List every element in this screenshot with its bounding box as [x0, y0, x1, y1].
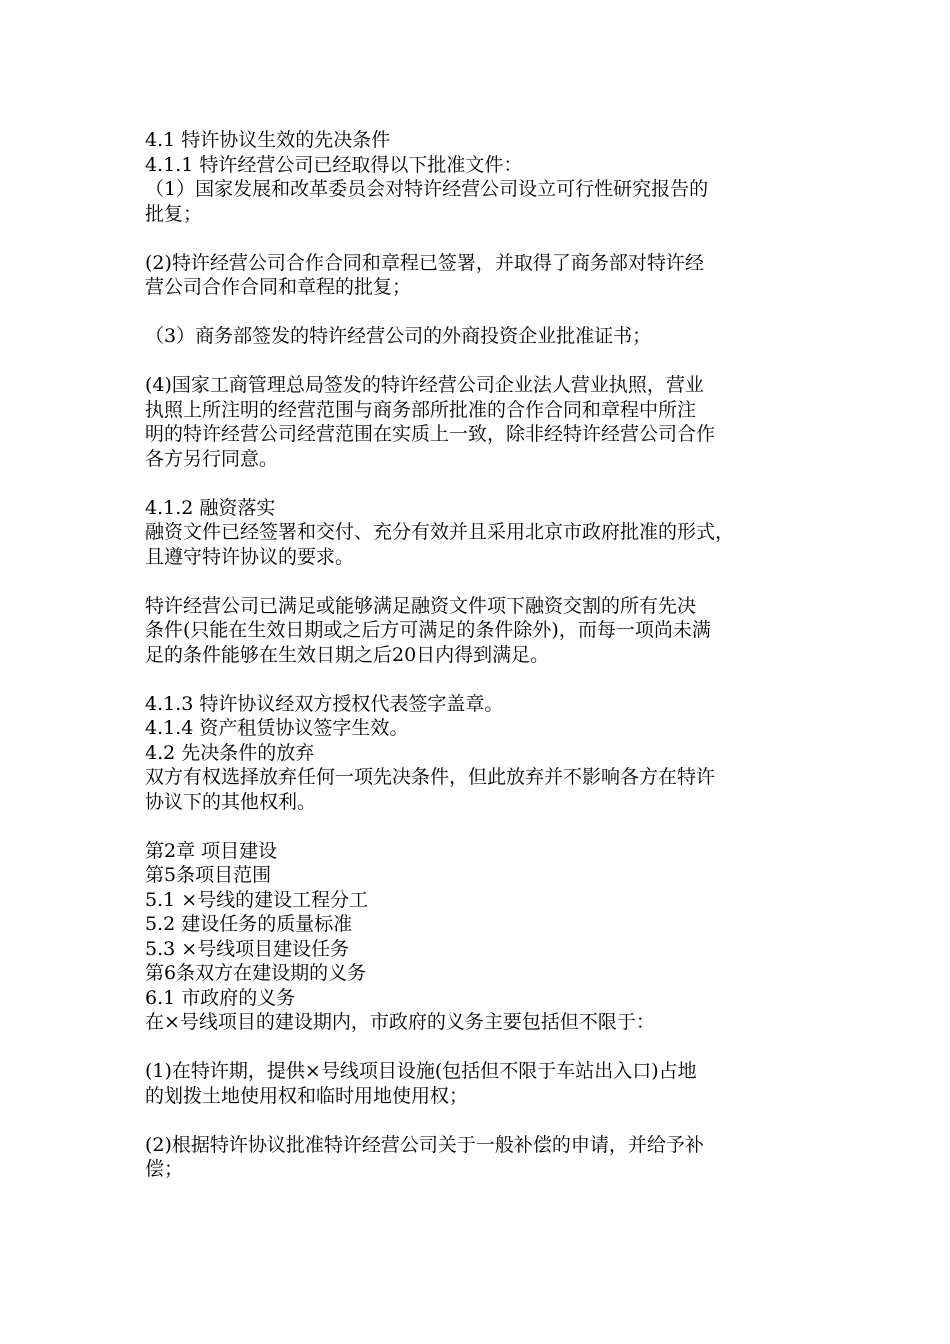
text-line: 5.1 ×号线的建设工程分工 — [145, 888, 369, 911]
blank-line — [145, 814, 825, 839]
text-line: 且遵守特许协议的要求。 — [145, 545, 355, 568]
text-line: 的划拨土地使用权和临时用地使用权； — [145, 1084, 469, 1107]
blank-line — [145, 226, 825, 251]
text-line: 5.2 建设任务的质量标准 — [145, 913, 353, 935]
text-line: (2)特许经营公司合作合同和章程已签署，并取得了商务部对特许经 — [145, 251, 704, 274]
text-line: (2)根据特许协议批准特许经营公司关于一般补偿的申请，并给予补 — [145, 1133, 704, 1156]
blank-line — [145, 471, 825, 496]
text-line: 融资文件已经签署和交付、充分有效并且采用北京市政府批准的形式， — [145, 521, 735, 543]
text-line: （3）商务部签发的特许经营公司的外商投资企业批准证书； — [145, 325, 652, 347]
text-line: 各方另行同意。 — [145, 447, 279, 470]
text-line: 4.1.4 资产租赁协议签字生效。 — [145, 717, 409, 739]
blank-line — [145, 667, 825, 692]
text-line: 双方有权选择放弃任何一项先决条件，但此放弃并不影响各方在特许 — [145, 766, 716, 788]
text-line: 明的特许经营公司经营范围在实质上一致，除非经特许经营公司合作 — [145, 423, 716, 445]
text-line: 4.2 先决条件的放弃 — [145, 741, 315, 764]
text-line: 偿； — [145, 1158, 184, 1180]
text-line: 批复； — [145, 202, 203, 225]
text-line: 4.1 特许协议生效的先决条件 — [145, 129, 391, 151]
text-line: 营公司合作合同和章程的批复； — [145, 276, 412, 298]
text-line: 在×号线项目的建设期内，市政府的义务主要包括但不限于： — [145, 1011, 655, 1033]
text-line: 足的条件能够在生效日期之后20日内得到满足。 — [145, 643, 550, 666]
text-line: 5.3 ×号线项目建设任务 — [145, 937, 350, 960]
text-line: 第5条项目范围 — [145, 864, 272, 886]
text-line: 第6条双方在建设期的义务 — [145, 962, 367, 984]
text-line: 执照上所注明的经营范围与商务部所批准的合作合同和章程中所注 — [145, 398, 697, 421]
text-line: 4.1.3 特许协议经双方授权代表签字盖章。 — [145, 692, 504, 715]
blank-line — [145, 1108, 825, 1133]
text-line: (4)国家工商管理总局签发的特许经营公司企业法人营业执照，营业 — [145, 374, 704, 396]
blank-line — [145, 1035, 825, 1060]
text-line: (1)在特许期，提供×号线项目设施(包括但不限于车站出入口)占地 — [145, 1060, 697, 1082]
text-line: 4.1.2 融资落实 — [145, 496, 276, 519]
text-line: 特许经营公司已满足或能够满足融资文件项下融资交割的所有先决 — [145, 594, 697, 617]
blank-line — [145, 349, 825, 374]
text-line: 协议下的其他权利。 — [145, 790, 317, 813]
text-line: 第2章 项目建设 — [145, 839, 278, 862]
text-line: 6.1 市政府的义务 — [145, 986, 296, 1009]
blank-line — [145, 300, 825, 325]
document-body — [145, 128, 825, 1182]
blank-line — [145, 569, 825, 594]
text-line: 4.1.1 特许经营公司已经取得以下批准文件： — [145, 153, 523, 176]
text-line: （1）国家发展和改革委员会对特许经营公司设立可行性研究报告的 — [145, 178, 709, 200]
text-line: 条件(只能在生效日期或之后方可满足的条件除外)，而每一项尚未满 — [145, 619, 711, 641]
